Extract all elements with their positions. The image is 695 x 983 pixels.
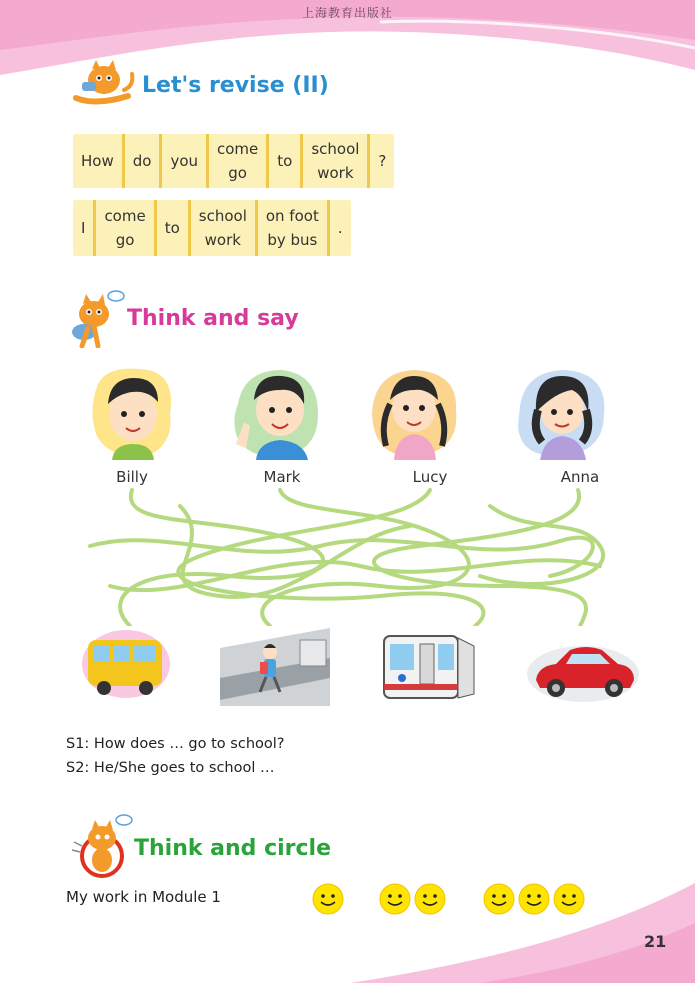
cell-word: come [217,140,259,158]
cell-word: I [81,219,86,237]
answer-row-cell [96,200,156,256]
metro-train-icon [376,628,476,704]
orange-cat-with-phone-icon [66,60,138,110]
my-work-label: My work in Module 1 [66,888,221,906]
mark-portrait [226,364,326,460]
question-row-cell [73,134,125,188]
cell-word: ? [378,152,387,170]
dialog-line-s2: S2: He/She goes to school … [66,760,275,776]
billy-portrait [88,364,178,460]
cell-word: do [132,152,152,170]
cell-word: . [337,219,343,237]
tangled-lines-maze [80,486,620,626]
answer-pattern-table [73,200,351,256]
cell-word: by bus [267,231,318,249]
question-row-cell [125,134,163,188]
cell-word: work [317,164,354,182]
cell-word: go [228,164,247,182]
section-title-think-circle: Think and circle [134,836,332,861]
cell-word: come [104,207,146,225]
cell-word: to [277,152,293,170]
kid-name-mark: Mark [263,468,301,486]
question-pattern-table [73,134,394,188]
question-row-cell [370,134,394,188]
answer-row-cell [330,200,351,256]
question-row-cell [162,134,209,188]
dialog-lines [66,732,284,780]
publisher-name: 上海教育出版社 [301,6,393,20]
cell-word: How [81,152,114,170]
answer-row-cell [191,200,258,256]
walking-girl-icon [220,628,330,706]
answer-row-cell [258,200,330,256]
cell-word: you [170,152,198,170]
dialog-line-s1: S1: How does … go to school? [66,736,285,752]
kid-name-anna: Anna [560,468,600,486]
orange-cat-thinking-icon [68,290,128,348]
cell-word: work [204,231,241,249]
cell-word: go [115,231,135,249]
kid-name-lucy: Lucy [412,468,448,486]
bus-icon [80,628,172,702]
question-row-cell [269,134,303,188]
cell-word: on foot [265,207,319,225]
section-title-revise: Let's revise (II) [142,73,329,98]
section-title-think-say: Think and say [127,306,299,331]
cell-word: school [198,207,247,225]
kid-name-billy: Billy [116,468,148,486]
page-number: 21 [644,932,667,951]
anna-portrait [512,366,612,460]
question-row-cell [209,134,269,188]
answer-row-cell [157,200,191,256]
cell-word: to [164,219,180,237]
car-icon [526,636,640,704]
lucy-portrait [364,364,464,460]
bottom-pink-band [0,853,695,983]
answer-row-cell [73,200,96,256]
question-row-cell [303,134,370,188]
cell-word: school [311,140,360,158]
